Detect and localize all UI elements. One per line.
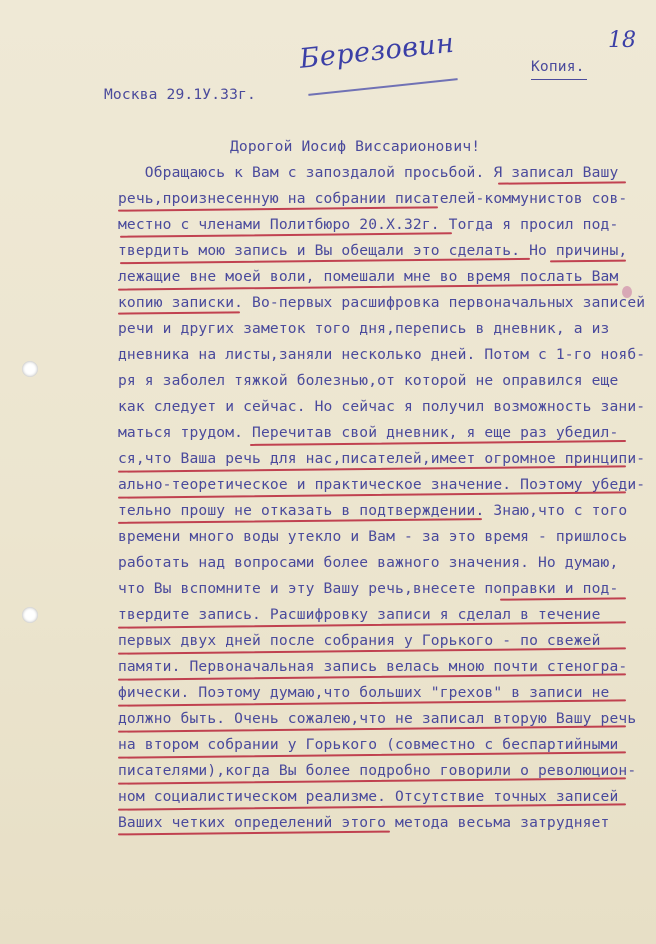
red-underline [498,181,626,184]
body-line: на втором собрании у Горького (совместно с беспартийными [118,736,619,753]
body-line: первых двух дней после собрания у Горького - по свежей [118,632,601,649]
body-line: лежащие вне моей воли, помешали мне во время послать Вам [118,268,619,285]
body-line: местно с членами Политбюро 20.Х.32г. Тогда я просил под- [118,216,619,233]
body-line: Ваших четких определений этого метода весьма затрудняет [118,814,610,831]
red-underline [500,597,626,600]
body-line: Обращаюсь к Вам с запоздалой просьбой. Я записал Вашу [118,164,619,181]
body-line: что Вы вспомните и эту Вашу речь,внесете поправки и под- [118,580,619,597]
binder-hole [22,361,38,377]
body-line: речь,произнесенную на собрании писателей-коммунистов сов- [118,190,628,207]
copy-label: Копия. [531,58,585,75]
body-line: работать над вопросами более важного значения. Но думаю, [118,554,619,571]
body-line: дневника на листы,заняли несколько дней. Потом с 1-го нояб- [118,346,646,363]
body-line: твердить мою запись и Вы обещали это сделать. Но причины, [118,242,628,259]
binder-hole [22,607,38,623]
handwritten-annotation-underline [308,78,457,96]
red-underline [118,831,390,836]
body-line: фически. Поэтому думаю,что больших "грехов" в записи не [118,684,610,701]
red-underline [118,206,438,211]
red-underline [550,260,626,263]
red-underline [118,311,240,314]
body-line: должно быть. Очень сожалею,что не записал вторую Вашу речь [118,710,637,727]
date-line: Москва 29.1У.33г. [104,86,256,103]
body-line: памяти. Первоначальная запись велась мною почти стеногра- [118,658,628,675]
body-line: ся,что Ваша речь для нас,писателей,имеет огромное принципи- [118,450,646,467]
body-line: копию записки. Во-первых расшифровка первоначальных записей [118,294,646,311]
page-number: 18 [608,28,636,53]
body-line: твердите запись. Расшифровку записи я сделал в течение [118,606,601,623]
salutation: Дорогой Иосиф Виссарионович! [230,138,481,155]
body-line: тельно прошу не отказать в подтверждении. Знаю,что с того [118,502,628,519]
handwritten-annotation: Березовин [298,27,456,75]
red-underline [120,232,452,237]
body-line: ря я заболел тяжкой болезнью,от которой не оправился еще [118,372,619,389]
body-line: времени много воды утекло и Вам - за это время - пришлось [118,528,628,545]
body-line: маться трудом. Перечитав свой дневник, я еще раз убедил- [118,424,619,441]
body-line: ном социалистическом реализме. Отсутствие точных записей [118,788,619,805]
body-line: речи и других заметок того дня,перепись в дневник, а из [118,320,610,337]
copy-label-underline [531,79,587,80]
body-line: писателями),когда Вы более подробно говорили о революцион- [118,762,637,779]
body-line: ально-теоретическое и практическое значение. Поэтому убеди- [118,476,646,493]
body-line: как следует и сейчас. Но сейчас я получил возможность зани- [118,398,646,415]
